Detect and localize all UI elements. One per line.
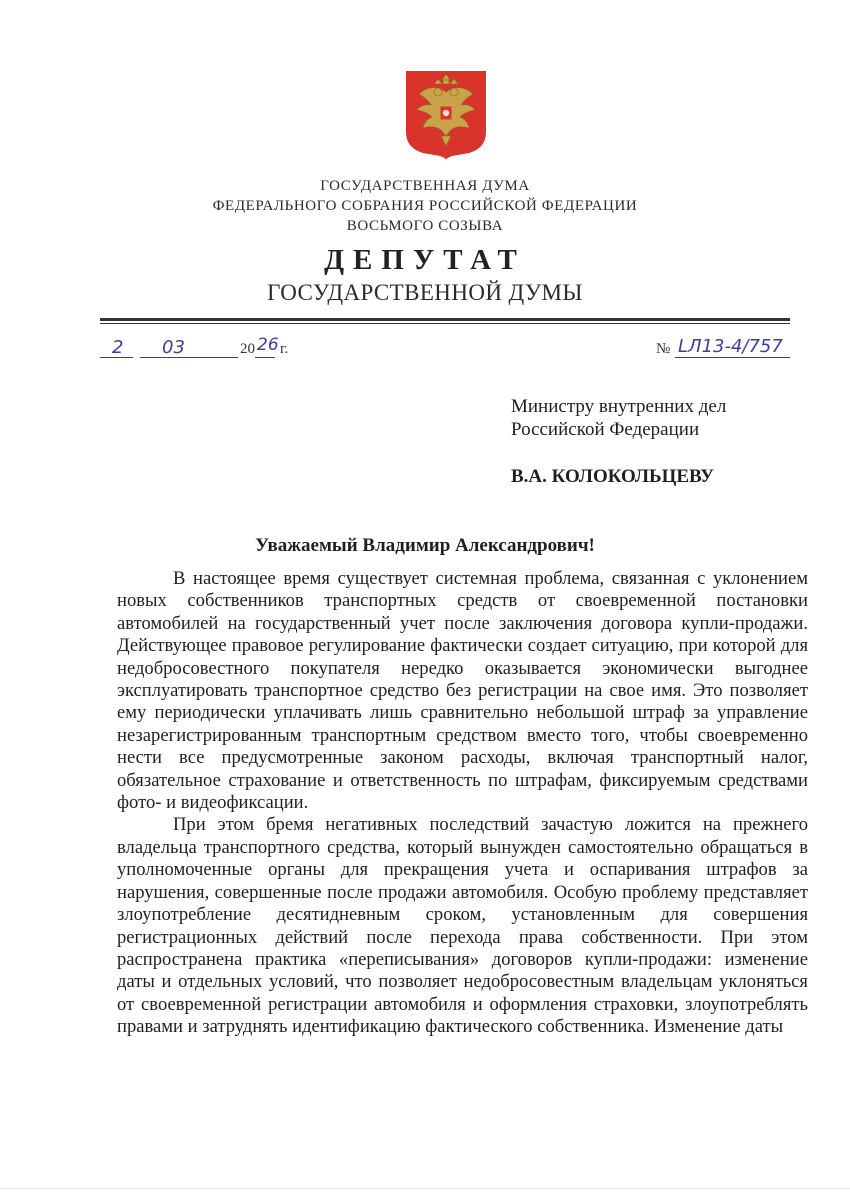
document-number: LЛ13-4/757 [678,336,783,357]
year-prefix: 20 [240,341,255,357]
year-unit: г. [280,341,289,357]
header-divider-thin [100,323,790,324]
body-paragraph-1: В настоящее время существует системная проблема, связанная с уклонением новых собственников транспортных средств от своевременной постановки автомобилей на государственный учет после заключения договора купли-продажи. Действующее правовое регулирование фактически создает ситуацию, при которой для недобросовестного покупателя нередко оказывается экономически выгоднее эксплуатировать транспортное средство без регистрации на свое имя. Это позволяет ему периодически уплачивать лишь сравнительно небольшой штраф за управление незарегистрированным транспортным средством вместо того, чтобы своевременно нести все предусмотренные законом расходы, включая транспортный налог, обязательное страхование и ответственность по штрафам, фиксируемым средствами фото- и видеофиксации. [117,568,808,814]
dateline [100,337,800,367]
letterhead-subtitle: ГОСУДАРСТВЕННОЙ ДУМЫ [267,280,583,305]
header-line-duma: ГОСУДАРСТВЕННАЯ ДУМА [320,178,530,194]
letter-body [117,568,808,1039]
addressee-name: В.А. КОЛОКОЛЬЦЕВУ [511,466,715,487]
header-line-convocation: ВОСЬМОГО СОЗЫВА [346,218,504,234]
date-month: 03 [162,337,185,358]
addressee-title: Министру внутренних дел [511,396,727,417]
header-divider-thick [100,318,790,321]
body-paragraph-2: При этом бремя негативных последствий зачастую ложится на прежнего владельца транспортного средства, который вынужден самостоятельно обращаться в уполномоченные органы для прекращения учета и оспаривания штрафов за нарушения, совершенные после продажи автомобиля. Особую проблему представляет злоупотребление десятидневным сроком, установленным для совершения регистрационных действий после перехода права собственности. При этом распространена практика «переписывания» договоров купли-продажи: изменение даты и отдельных условий, что позволяет недобросовестным владельцам уклоняться от своевременной регистрации автомобиля и оформления страховки, злоупотреблять правами и затруднять идентификацию фактического собственника. Изменение даты [117,814,808,1038]
addressee-country: Российской Федерации [511,419,700,440]
number-underline [675,357,790,358]
page-bottom-edge [0,1188,850,1189]
date-day: 2 [112,337,124,358]
addressee-block [511,395,726,441]
coat-of-arms-icon [405,70,487,160]
salutation: Уважаемый Владимир Александрович! [255,535,595,556]
year-underline [255,357,275,358]
header-line-federal-assembly: ФЕДЕРАЛЬНОГО СОБРАНИЯ РОССИЙСКОЙ ФЕДЕРАЦИИ [212,198,638,214]
month-underline [140,357,238,358]
letterhead-title: ДЕПУТАТ [324,244,526,276]
number-label: № [656,341,671,357]
year-suffix: 26 [257,335,279,355]
